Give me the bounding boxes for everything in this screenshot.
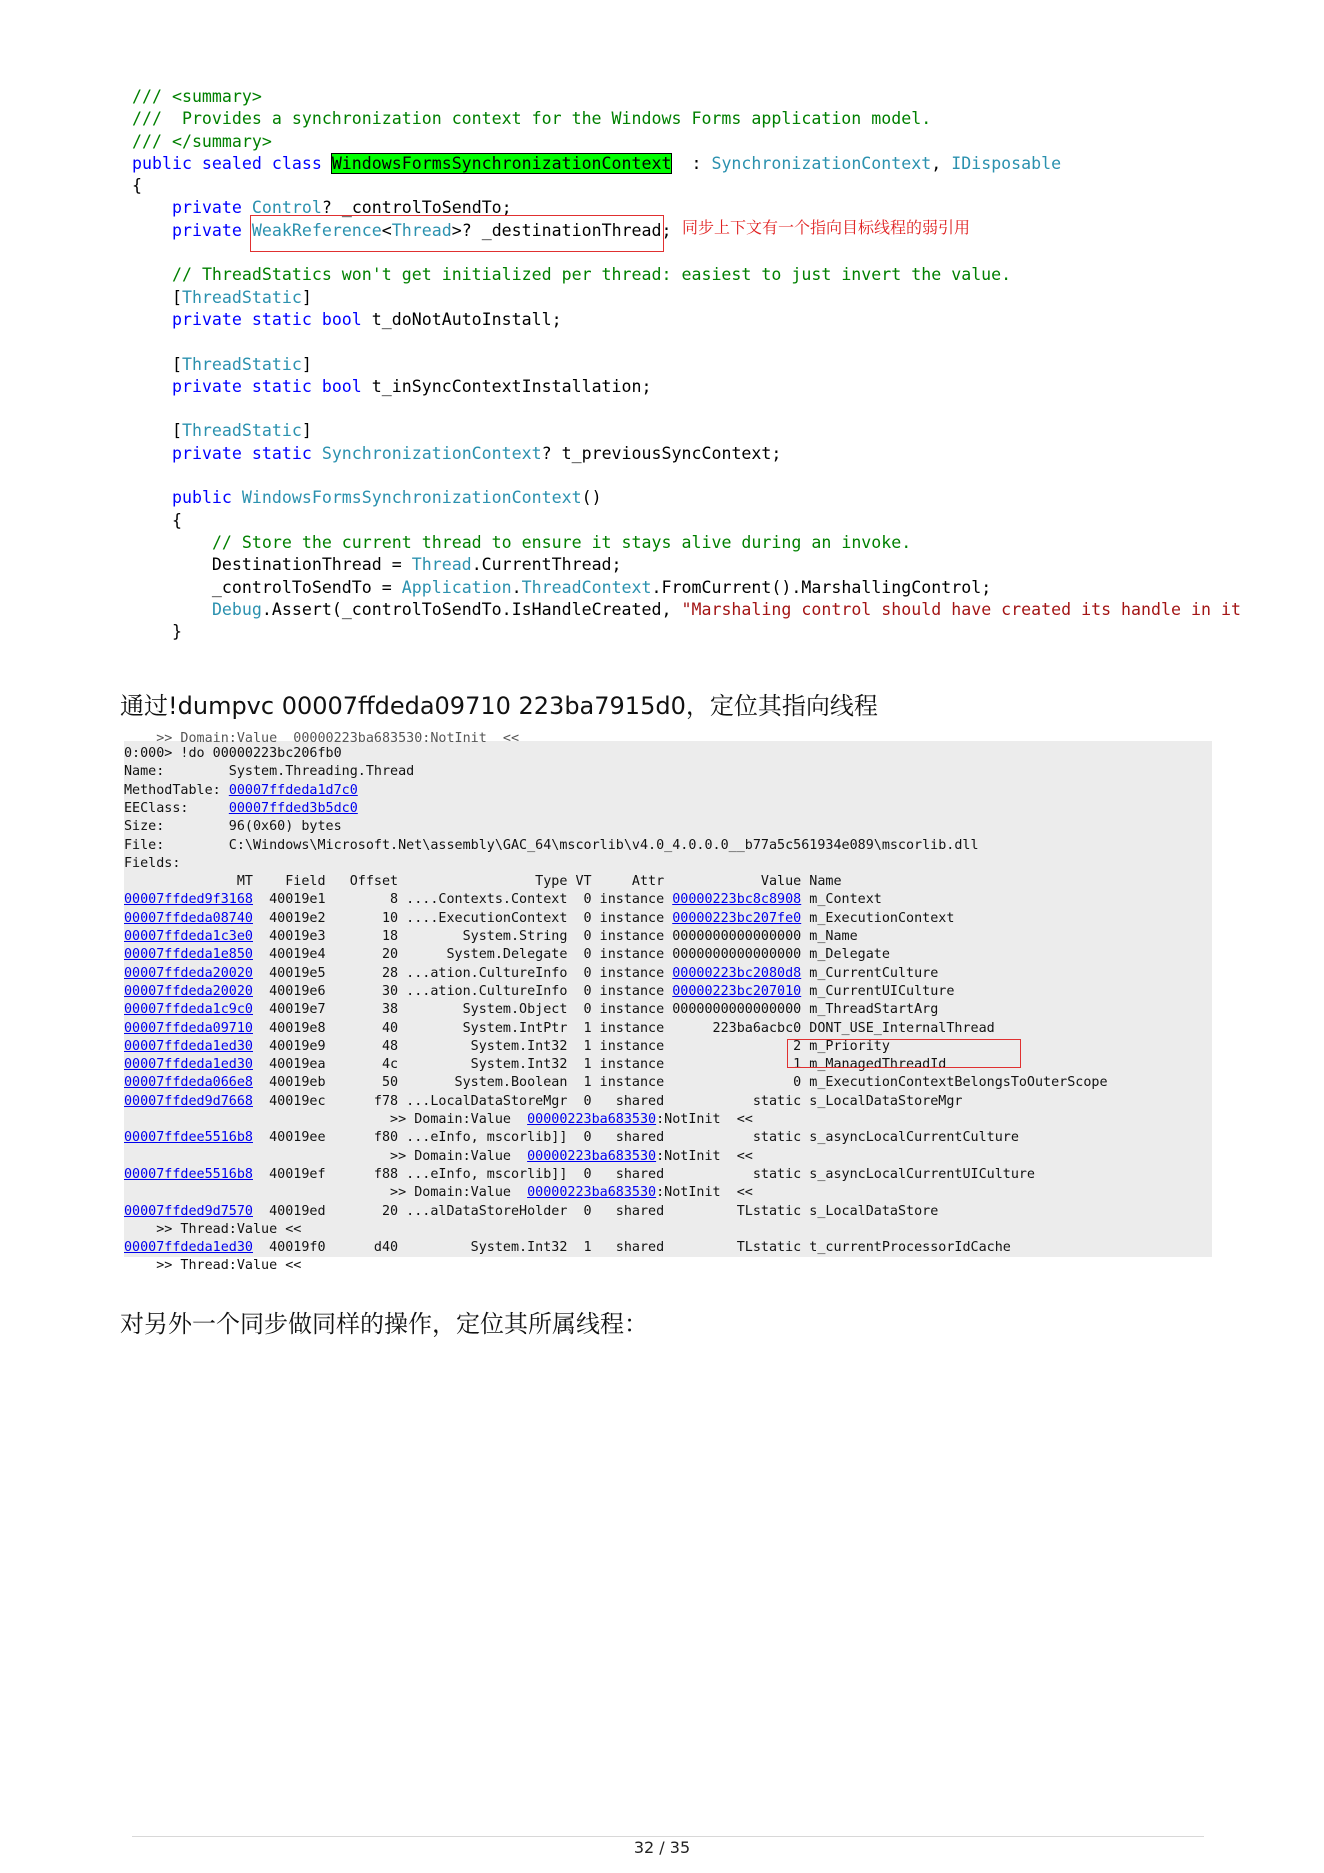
code-token — [132, 488, 172, 507]
code-token: () — [581, 488, 602, 508]
address-link[interactable]: 00000223bc207fe0 — [672, 910, 802, 926]
debugger-line — [124, 1166, 1035, 1184]
debugger-line — [124, 946, 890, 964]
code-line — [132, 554, 1212, 576]
code-token: /// </summary> — [132, 131, 272, 151]
address-link[interactable]: 00007ffdeda1c9c0 — [124, 1002, 253, 1018]
address-link[interactable]: 00007ffdeda1ed30 — [124, 1057, 253, 1073]
code-line — [132, 331, 1212, 353]
code-token: Size: 96(0x60) bytes — [124, 819, 342, 835]
address-link[interactable]: 00007ffdeda08740 — [124, 910, 253, 926]
code-token: private static — [171, 443, 322, 463]
code-token: MT Field Offset Type VT Attr Value Name — [124, 874, 842, 890]
code-token: m_CurrentCulture — [801, 965, 939, 981]
code-token: 0:000> !do 00000223bc206fb0 — [124, 746, 342, 761]
address-link[interactable]: 00000223bc2080d8 — [672, 965, 802, 981]
code-token: Control — [251, 198, 322, 218]
code-snippet — [132, 86, 1241, 646]
debugger-line — [124, 1001, 938, 1019]
debugger-line — [124, 910, 954, 928]
address-link[interactable]: 00007ffdeda20020 — [124, 965, 253, 981]
code-token: "Marshaling control should have created its handle in it — [681, 599, 1241, 619]
code-token: >> Domain:Value — [124, 1148, 528, 1164]
debugger-line — [124, 873, 842, 891]
code-token: :NotInit << — [656, 1185, 753, 1201]
code-token: :NotInit << — [656, 1148, 753, 1164]
code-token: , — [931, 153, 952, 173]
section-heading-2: 对另外一个同步做同样的操作，定位其所属线程： — [120, 1310, 648, 1338]
address-link[interactable]: 00007ffdeda09710 — [124, 1020, 253, 1036]
address-link[interactable]: 00007ffdee5516b8 — [124, 1130, 253, 1146]
code-token: ] — [301, 287, 312, 307]
code-line — [132, 398, 1212, 420]
code-token: :NotInit << — [656, 1112, 753, 1127]
code-token: Fields: — [124, 855, 181, 871]
debugger-line — [124, 855, 180, 873]
debugger-line — [124, 782, 358, 800]
code-token: public — [171, 488, 242, 508]
code-token: . — [511, 577, 522, 597]
debugger-line — [124, 837, 979, 855]
address-link[interactable]: 00007ffdee5516b8 — [124, 1166, 253, 1182]
code-token: >> Domain:Value — [124, 1185, 528, 1201]
code-token: ? _controlToSendTo; — [321, 198, 512, 218]
footer-divider — [132, 1836, 1204, 1837]
debugger-line — [124, 1203, 938, 1221]
code-line — [132, 577, 1212, 599]
code-token: SynchronizationContext — [321, 443, 542, 463]
code-line — [132, 420, 1212, 442]
debugger-line — [124, 1074, 1108, 1092]
debugger-line — [124, 1020, 995, 1038]
code-token: m_ExecutionContext — [801, 910, 955, 926]
code-token: >> Domain:Value — [124, 1112, 528, 1127]
code-token — [132, 265, 172, 284]
address-link[interactable]: 00000223ba683530 — [527, 1148, 657, 1164]
code-token: ] — [301, 421, 312, 441]
debugger-line — [124, 1038, 890, 1056]
code-token: [ — [132, 421, 182, 441]
address-link[interactable]: 00007ffdeda1d7c0 — [228, 782, 358, 798]
debugger-line — [124, 1184, 753, 1202]
code-token: ThreadStatic — [181, 421, 302, 441]
code-token: public sealed class — [132, 153, 332, 173]
debugger-line — [124, 818, 342, 836]
debugger-line — [124, 1221, 301, 1239]
code-token — [132, 310, 172, 329]
debugger-line — [124, 1148, 753, 1166]
code-line — [132, 510, 1212, 532]
code-token: 40019ee f80 ...eInfo, mscorlib]] 0 shared static s_asyncLocalCurrentCulture — [253, 1130, 1019, 1146]
code-token: ? t_previousSyncContext; — [541, 443, 782, 463]
code-token: [ — [132, 287, 182, 307]
code-token: DestinationThread = — [132, 555, 412, 575]
address-link[interactable]: 00007ffdeda1c3e0 — [124, 929, 253, 944]
page-number: 32 / 35 — [633, 1838, 691, 1857]
code-token: SynchronizationContext — [711, 153, 932, 173]
address-link[interactable]: 00000223ba683530 — [527, 1112, 657, 1127]
debugger-line — [124, 965, 938, 983]
code-token: /// Provides a synchronization context for the Windows Forms application model. — [132, 109, 932, 129]
code-token: /// <summary> — [132, 87, 262, 106]
debugger-line — [124, 763, 414, 781]
code-line — [132, 108, 1212, 130]
code-token: 40019eb 50 System.Boolean 1 instance 0 m_ExecutionContextBelongsToOuterScope — [253, 1075, 1108, 1091]
code-token: >? _destinationThread; — [451, 220, 672, 240]
code-token — [132, 444, 172, 463]
address-link[interactable]: 00007ffdeda1ed30 — [124, 1038, 253, 1054]
code-line — [132, 175, 1212, 197]
address-link[interactable]: 00007ffded9d7668 — [124, 1093, 253, 1109]
code-token: 40019e2 10 ....ExecutionContext 0 instance — [253, 910, 673, 926]
address-link[interactable]: 00000223ba683530 — [527, 1185, 657, 1201]
code-token: 40019e8 40 System.IntPtr 1 instance 223ba6acbc0 DONT_USE_InternalThread — [253, 1020, 995, 1036]
address-link[interactable]: 00007ffded9f3168 — [124, 892, 253, 908]
code-line — [132, 153, 1212, 175]
code-line — [132, 621, 1212, 643]
debugger-output — [124, 731, 1212, 1274]
code-token: private — [171, 198, 252, 218]
code-token: { — [132, 510, 182, 530]
code-token: Application — [401, 577, 512, 597]
code-line — [132, 86, 1212, 108]
code-token: { — [132, 176, 142, 196]
code-token: 40019ea 4c System.Int32 1 instance 1 m_ManagedThreadId — [253, 1057, 947, 1073]
debugger-line — [124, 1257, 301, 1275]
code-token: Debug — [211, 599, 262, 619]
code-token: 40019e6 30 ...ation.CultureInfo 0 instance — [253, 983, 673, 999]
debugger-line — [124, 1239, 1011, 1257]
code-token: < — [381, 220, 392, 240]
annotation-note: 同步上下文有一个指向目标线程的弱引用 — [682, 218, 971, 237]
clipped-fragment: >> Domain:Value 00000223ba683530:NotInit << — [124, 731, 520, 746]
address-link[interactable]: 00007ffdeda1ed30 — [124, 1240, 253, 1256]
code-token: // ThreadStatics won't get initialized per thread: easiest to just invert the value. — [171, 265, 1012, 285]
code-token: private — [171, 220, 252, 240]
code-token: : — [671, 153, 712, 173]
code-token: Thread — [411, 555, 472, 575]
code-token: m_Context — [801, 892, 882, 908]
code-token: >> Thread:Value << — [124, 1221, 302, 1237]
code-token — [132, 198, 172, 217]
code-line — [132, 376, 1212, 398]
code-line — [132, 599, 1241, 621]
managed-thread-id-highlight — [787, 1039, 1021, 1068]
debugger-line — [124, 983, 954, 1001]
code-token: 40019f0 d40 System.Int32 1 shared TLstatic t_currentProcessorIdCache — [253, 1240, 1011, 1256]
code-token: t_inSyncContextInstallation; — [371, 376, 652, 396]
code-token: WindowsFormsSynchronizationContext — [241, 488, 582, 508]
code-token: WeakReference — [251, 220, 382, 240]
debugger-line — [124, 800, 358, 818]
code-token — [132, 533, 212, 552]
code-token: File: C:\Windows\Microsoft.Net\assembly\GAC_64\mscorlib\v4.0_4.0.0.0__b77a5c561934e089\mscorlib.dll — [124, 837, 979, 853]
code-token: >> Thread:Value << — [124, 1258, 302, 1274]
address-link[interactable]: 00007ffded9d7570 — [124, 1203, 253, 1219]
section-heading: 通过!dumpvc 00007ffdeda09710 223ba7915d0，定位其指向线程 — [120, 692, 878, 720]
code-token: 40019e7 38 System.Object 0 instance 0000000000000000 m_ThreadStartArg — [253, 1002, 939, 1018]
code-token: ThreadStatic — [181, 287, 302, 307]
code-token: IDisposable — [951, 153, 1062, 173]
code-token: .CurrentThread; — [471, 555, 622, 575]
code-token: [ — [132, 354, 182, 374]
code-token: ThreadStatic — [181, 354, 302, 374]
debugger-line — [124, 1093, 962, 1111]
code-line — [132, 309, 1212, 331]
code-token: t_doNotAutoInstall; — [371, 309, 562, 329]
address-link[interactable]: 00007ffded3b5dc0 — [228, 800, 358, 816]
address-link[interactable]: 00007ffdeda20020 — [124, 983, 253, 999]
code-token: _controlToSendTo = — [132, 577, 402, 597]
code-line — [132, 443, 1212, 465]
code-token: private static bool — [171, 376, 372, 396]
code-token: 40019ef f88 ...eInfo, mscorlib]] 0 shared static s_asyncLocalCurrentUICulture — [253, 1166, 1035, 1182]
code-line — [132, 465, 1212, 487]
code-line — [132, 264, 1212, 286]
destination-thread-highlight — [250, 215, 664, 252]
code-token: 40019ed 20 ...alDataStoreHolder 0 shared TLstatic s_LocalDataStore — [253, 1203, 939, 1219]
code-token — [132, 377, 172, 396]
code-token: m_CurrentUICulture — [801, 983, 955, 999]
address-link[interactable]: 00007ffdeda1e850 — [124, 947, 253, 963]
code-token: Thread — [391, 220, 452, 240]
code-token: 40019e9 48 System.Int32 1 instance 2 m_Priority — [253, 1038, 890, 1054]
code-token — [132, 600, 212, 619]
address-link[interactable]: 00000223bc207010 — [672, 983, 802, 999]
debugger-line — [124, 891, 882, 909]
code-line — [132, 131, 1212, 153]
code-line — [132, 354, 1212, 376]
code-token: 40019e1 8 ....Contexts.Context 0 instance — [253, 892, 673, 908]
address-link[interactable]: 00000223bc8c8908 — [672, 892, 802, 908]
code-token: ] — [301, 354, 312, 374]
code-token: 40019ec f78 ...LocalDataStoreMgr 0 shared static s_LocalDataStoreMgr — [253, 1093, 963, 1109]
debugger-line — [124, 928, 858, 946]
code-token: .FromCurrent().MarshallingControl; — [651, 577, 992, 597]
code-token: .Assert(_controlToSendTo.IsHandleCreated, — [261, 599, 682, 619]
code-token: 40019e5 28 ...ation.CultureInfo 0 instance — [253, 965, 673, 981]
code-token: // Store the current thread to ensure it stays alive during an invoke. — [211, 532, 912, 552]
debugger-line — [124, 1111, 753, 1129]
code-token: MethodTable: — [124, 782, 229, 798]
code-token: EEClass: — [124, 800, 229, 816]
code-token: private static bool — [171, 309, 372, 329]
code-token: Name: System.Threading.Thread — [124, 764, 415, 780]
code-line — [132, 487, 1212, 509]
code-token: WindowsFormsSynchronizationContext — [331, 153, 672, 173]
code-token: 40019e4 20 System.Delegate 0 instance 0000000000000000 m_Delegate — [253, 947, 890, 963]
debugger-line — [124, 1129, 1019, 1147]
code-token: 40019e3 18 System.String 0 instance 0000000000000000 m_Name — [253, 929, 858, 944]
code-line — [132, 287, 1212, 309]
code-line — [132, 532, 1212, 554]
code-token: ThreadContext — [521, 577, 652, 597]
debugger-line — [124, 745, 342, 763]
code-token — [132, 221, 172, 240]
code-token: } — [132, 622, 182, 642]
address-link[interactable]: 00007ffdeda066e8 — [124, 1075, 253, 1091]
